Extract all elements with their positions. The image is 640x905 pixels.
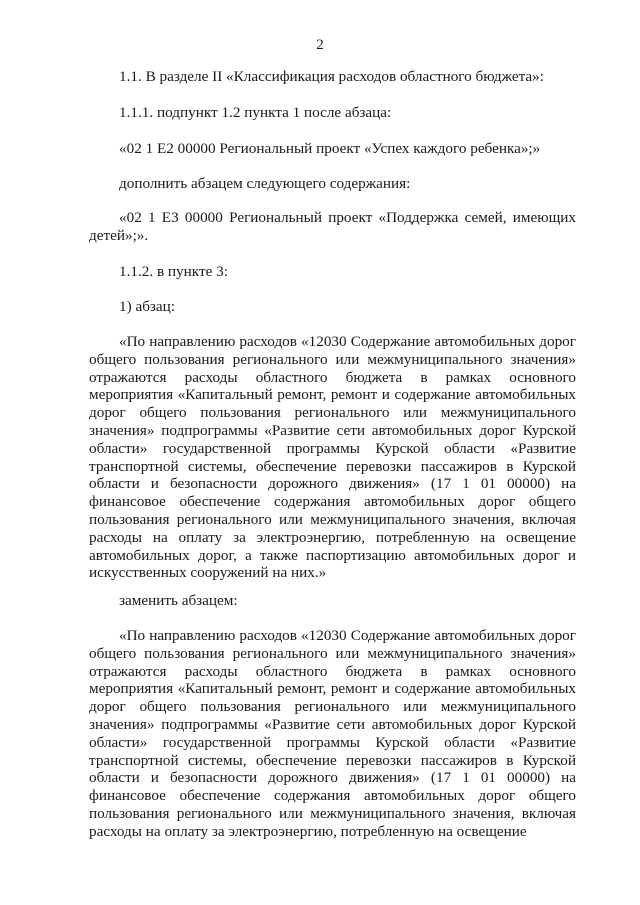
subsection-1-1-2: 1.1.2. в пункте 3: [119, 263, 228, 280]
section-heading-1-1: 1.1. В разделе II «Классификация расходов областного бюджета»: [119, 68, 544, 85]
new-paragraph-text: «По направлению расходов «12030 Содержание автомобильных дорог общего пользования регионального или межмуниципального значения» отражаются расходы областного бюджета в рамках основного мероприятия «Капитальный ремонт, ремонт и содержание автомобильных дорог общего пользования регионального или межмуниципального значения» подпрограммы «Развитие сети автомобильных дорог Курской области» государственной программы Курской области «Развитие транспортной системы, обеспечение перевозки пассажиров в Курской области и безопасности дорожного движения» (17 1 01 00000) на финансовое обеспечение содержания автомобильных дорог общего пользования регионального или межмуниципального значения, включая расходы на оплату за электроэнергию, потребленную на освещение [89, 627, 576, 840]
subsection-1-1-1: 1.1.1. подпункт 1.2 пункта 1 после абзаца: [119, 104, 392, 121]
old-paragraph-text: «По направлению расходов «12030 Содержание автомобильных дорог общего пользования регионального или межмуниципального значения» отражаются расходы областного бюджета в рамках основного мероприятия «Капитальный ремонт, ремонт и содержание автомобильных дорог общего пользования регионального или межмуниципального значения» подпрограммы «Развитие сети автомобильных дорог Курской области» государственной программы Курской области «Развитие транспортной системы, обеспечение перевозки пассажиров в Курской области и безопасности дорожного движения» (17 1 01 00000) на финансовое обеспечение содержания автомобильных дорог общего пользования регионального или межмуниципального значения, включая расходы на оплату за электроэнергию, потребленную на освещение автомобильных дорог, а также паспортизацию автомобильных дорог и искусственных сооружений на них.» [89, 333, 576, 582]
replace-instruction: заменить абзацем: [119, 592, 238, 609]
quoted-line-e3: «02 1 Е3 00000 Региональный проект «Поддержка семей, имеющих детей»;». [89, 209, 576, 244]
quoted-line-e2: «02 1 Е2 00000 Региональный проект «Успех каждого ребенка»;» [119, 140, 541, 157]
item-1-paragraph: 1) абзац: [119, 298, 176, 315]
add-paragraph-instruction: дополнить абзацем следующего содержания: [119, 175, 411, 192]
page-number: 2 [316, 37, 324, 53]
